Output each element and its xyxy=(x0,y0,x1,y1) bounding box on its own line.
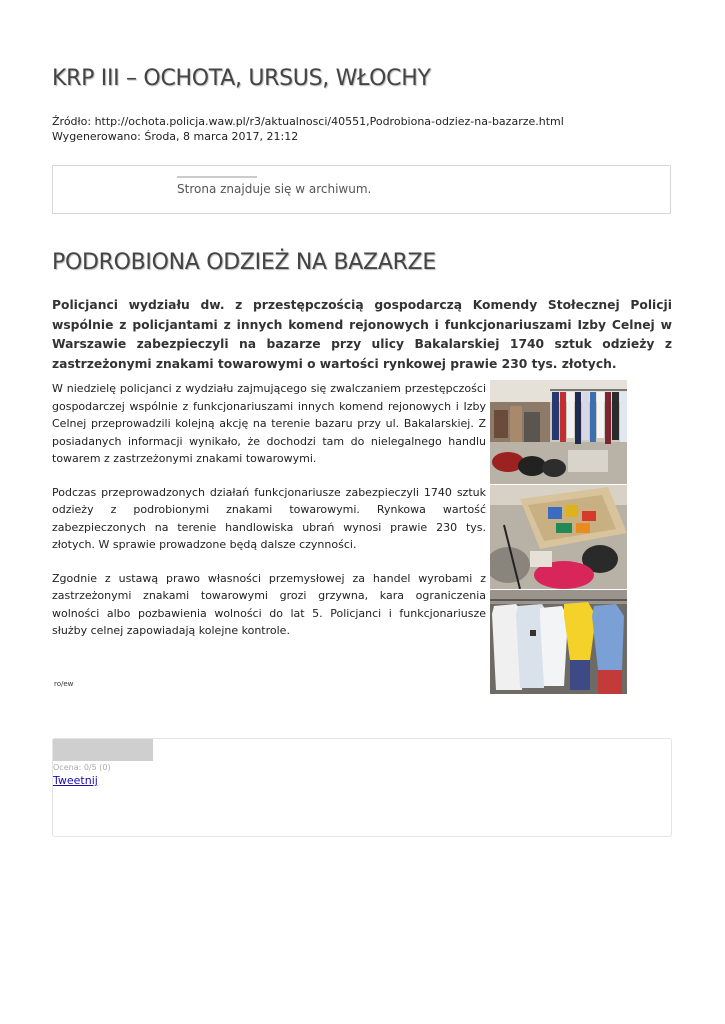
source-url-line: Źródło: http://ochota.policja.waw.pl/r3/aktualnosci/40551,Podrobiona-odziez-na-bazarze.html xyxy=(52,115,564,128)
tweet-link[interactable]: Tweetnij xyxy=(53,774,98,787)
author-signature: ro/ew xyxy=(54,680,74,688)
photo-shirts-hangers[interactable] xyxy=(490,590,627,694)
rating-bar[interactable] xyxy=(53,739,153,761)
article-lead: Policjanci wydziału dw. z przestępczością gospodarczą Komendy Stołecznej Policji wspólnie z policjantami z innych komend rejonowych i funkcjonariuszami Izby Celnej w Warszawie zabezpieczyli na bazarze przy ulicy Bakalarskiej 1740 sztuk odzieży z zastrzeżonymi znakami towarowymi o wartości rynkowej prawie 230 tys. złotych. xyxy=(52,298,672,371)
article-body xyxy=(52,380,486,656)
archive-notice: Strona znajduje się w archiwum. xyxy=(177,182,372,196)
article-paragraph: Zgodnie z ustawą prawo własności przemysłowej za handel wyrobami z zastrzeżonymi znakami towarowymi grozi grzywna, kara ograniczenia wolności albo pozbawienia wolności do lat 5. Policjanci i funkcjonariusze służby celnej zapowiadają kolejne kontrole. xyxy=(52,571,486,637)
photo-seized-boxes[interactable] xyxy=(490,485,627,589)
rating-box xyxy=(52,738,672,837)
photo-clothing-racks[interactable] xyxy=(490,380,627,484)
print-metadata xyxy=(52,114,564,144)
site-title: KRP III – OCHOTA, URSUS, WŁOCHY xyxy=(52,66,431,91)
rating-text: Ocena: 0/5 (0) xyxy=(53,763,111,772)
archive-divider xyxy=(177,176,257,178)
article-title: PODROBIONA ODZIEŻ NA BAZARZE xyxy=(52,250,436,275)
photo-gallery xyxy=(490,380,627,695)
generated-date-line: Wygenerowano: Środa, 8 marca 2017, 21:12 xyxy=(52,130,299,143)
article-paragraph: Podczas przeprowadzonych działań funkcjonariusze zabezpieczyli 1740 sztuk odzieży z podrobionymi znakami towarowymi. Rynkowa wartość zabezpieczonych na terenie handlowiska ubrań wynosi prawie 230 tys. złotych. W sprawie prowadzone będą dalsze czynności. xyxy=(52,485,486,551)
article-paragraph: W niedzielę policjanci z wydziału zajmującego się zwalczaniem przestępczości gospodarczej wspólnie z funkcjonariuszami innych komend rejonowych i Izby Celnej przeprowadzili kolejną akcję na terenie bazaru przy ul. Bakalarskiej. Z posiadanych informacji wynikało, że dochodzi tam do nielegalnego handlu towarem z zastrzeżonymi znakami towarowymi. xyxy=(52,382,486,465)
archive-notice-box xyxy=(52,165,671,214)
